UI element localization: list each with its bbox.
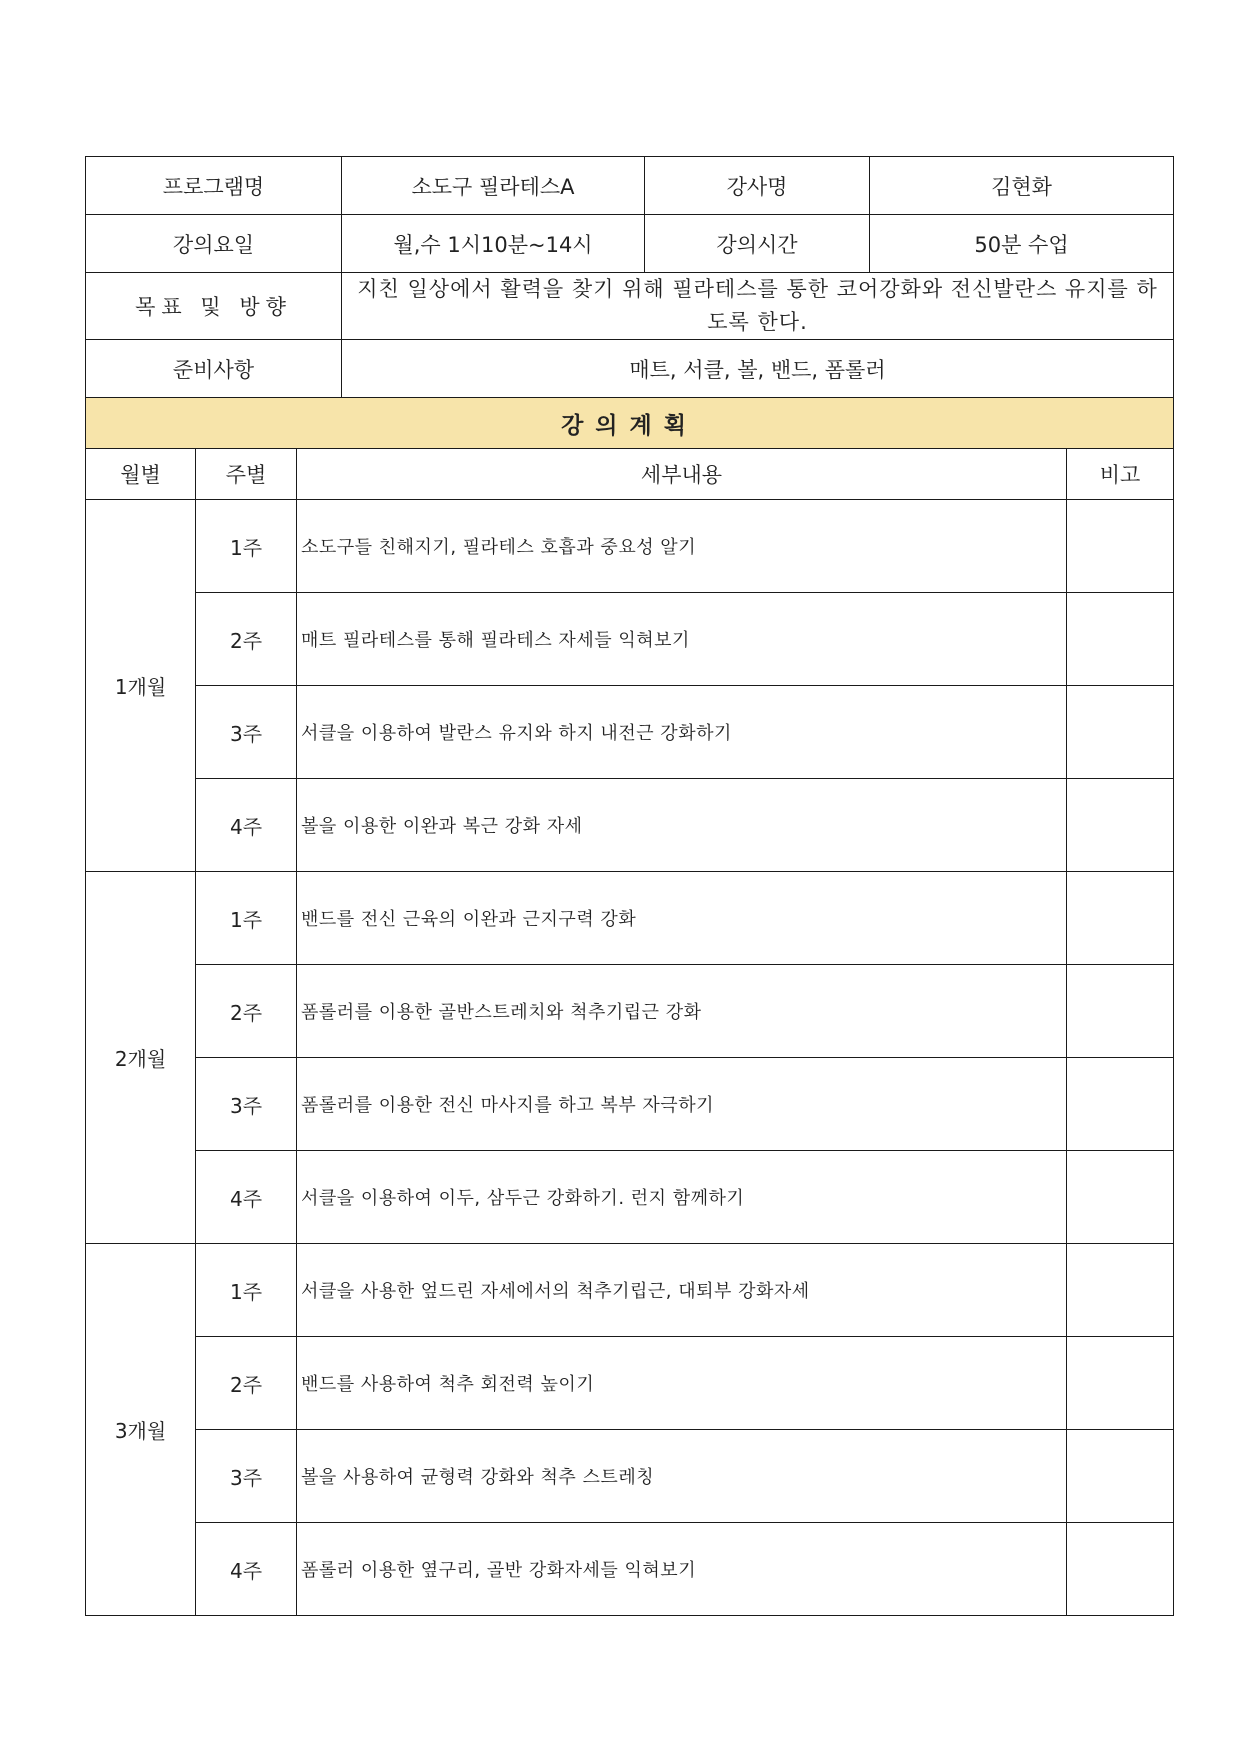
goal-cell xyxy=(342,273,1174,340)
week-note xyxy=(1067,593,1174,686)
week-label: 1주 xyxy=(196,500,297,593)
week-detail: 볼을 이용한 이완과 복근 강화 자세 xyxy=(297,779,1067,872)
week-note xyxy=(1067,1151,1174,1244)
week-note xyxy=(1067,1058,1174,1151)
time-label: 강의시간 xyxy=(645,215,870,273)
week-row xyxy=(86,686,1174,779)
week-note xyxy=(1067,965,1174,1058)
detail-header: 세부내용 xyxy=(297,449,1067,500)
program-row xyxy=(86,157,1174,215)
plan-title: 강의계획 xyxy=(86,398,1174,449)
program-info-table xyxy=(85,156,1174,398)
week-row xyxy=(86,1151,1174,1244)
week-label: 4주 xyxy=(196,1151,297,1244)
prep-label: 준비사항 xyxy=(86,340,342,398)
instructor-label: 강사명 xyxy=(645,157,870,215)
week-note xyxy=(1067,1523,1174,1616)
instructor-value: 김현화 xyxy=(870,157,1174,215)
week-row xyxy=(86,1244,1174,1337)
week-label: 3주 xyxy=(196,1058,297,1151)
week-label: 1주 xyxy=(196,1244,297,1337)
program-value: 소도구 필라테스A xyxy=(342,157,645,215)
week-row xyxy=(86,593,1174,686)
plan-header-row xyxy=(86,449,1174,500)
program-label: 프로그램명 xyxy=(86,157,342,215)
week-detail: 볼을 사용하여 균형력 강화와 척추 스트레칭 xyxy=(297,1430,1067,1523)
time-value: 50분 수업 xyxy=(870,215,1174,273)
week-row xyxy=(86,1058,1174,1151)
week-detail: 폼롤러를 이용한 전신 마사지를 하고 복부 자극하기 xyxy=(297,1058,1067,1151)
week-label: 3주 xyxy=(196,686,297,779)
week-label: 3주 xyxy=(196,1430,297,1523)
week-detail: 폼롤러를 이용한 골반스트레치와 척추기립근 강화 xyxy=(297,965,1067,1058)
lecture-plan-table xyxy=(85,397,1174,1616)
week-detail: 매트 필라테스를 통해 필라테스 자세들 익혀보기 xyxy=(297,593,1067,686)
week-detail: 폼롤러 이용한 옆구리, 골반 강화자세들 익혀보기 xyxy=(297,1523,1067,1616)
week-header: 주별 xyxy=(196,449,297,500)
week-note xyxy=(1067,1337,1174,1430)
prep-value: 매트, 서클, 볼, 밴드, 폼롤러 xyxy=(342,340,1174,398)
week-detail: 소도구들 친해지기, 필라테스 호흡과 중요성 알기 xyxy=(297,500,1067,593)
week-row xyxy=(86,1337,1174,1430)
week-label: 2주 xyxy=(196,593,297,686)
goal-label: 목표 및 방향 xyxy=(86,273,342,340)
week-note xyxy=(1067,1244,1174,1337)
week-label: 1주 xyxy=(196,872,297,965)
week-row xyxy=(86,872,1174,965)
week-note xyxy=(1067,1430,1174,1523)
week-detail: 밴드를 전신 근육의 이완과 근지구력 강화 xyxy=(297,872,1067,965)
lecture-plan-document xyxy=(85,156,1173,1616)
week-note xyxy=(1067,872,1174,965)
week-row xyxy=(86,1523,1174,1616)
week-note xyxy=(1067,500,1174,593)
week-row xyxy=(86,500,1174,593)
week-row xyxy=(86,965,1174,1058)
week-detail: 밴드를 사용하여 척추 회전력 높이기 xyxy=(297,1337,1067,1430)
week-detail: 서클을 이용하여 발란스 유지와 하지 내전근 강화하기 xyxy=(297,686,1067,779)
prep-row xyxy=(86,340,1174,398)
week-label: 4주 xyxy=(196,1523,297,1616)
note-header: 비고 xyxy=(1067,449,1174,500)
week-row xyxy=(86,1430,1174,1523)
month-label: 2개월 xyxy=(86,872,196,1244)
goal-value: 지친 일상에서 활력을 찾기 위해 필라테스를 통한 코어강화와 전신발란스 유지를 하도록 한다. xyxy=(357,277,1158,334)
week-detail: 서클을 사용한 엎드린 자세에서의 척추기립근, 대퇴부 강화자세 xyxy=(297,1244,1067,1337)
schedule-row xyxy=(86,215,1174,273)
plan-title-row xyxy=(86,398,1174,449)
day-value: 월,수 1시10분~14시 xyxy=(342,215,645,273)
month-header: 월별 xyxy=(86,449,196,500)
week-label: 2주 xyxy=(196,1337,297,1430)
week-note xyxy=(1067,686,1174,779)
week-label: 2주 xyxy=(196,965,297,1058)
month-label: 3개월 xyxy=(86,1244,196,1616)
week-label: 4주 xyxy=(196,779,297,872)
day-label: 강의요일 xyxy=(86,215,342,273)
week-row xyxy=(86,779,1174,872)
week-detail: 서클을 이용하여 이두, 삼두근 강화하기. 런지 함께하기 xyxy=(297,1151,1067,1244)
week-note xyxy=(1067,779,1174,872)
month-label: 1개월 xyxy=(86,500,196,872)
goal-row xyxy=(86,273,1174,340)
